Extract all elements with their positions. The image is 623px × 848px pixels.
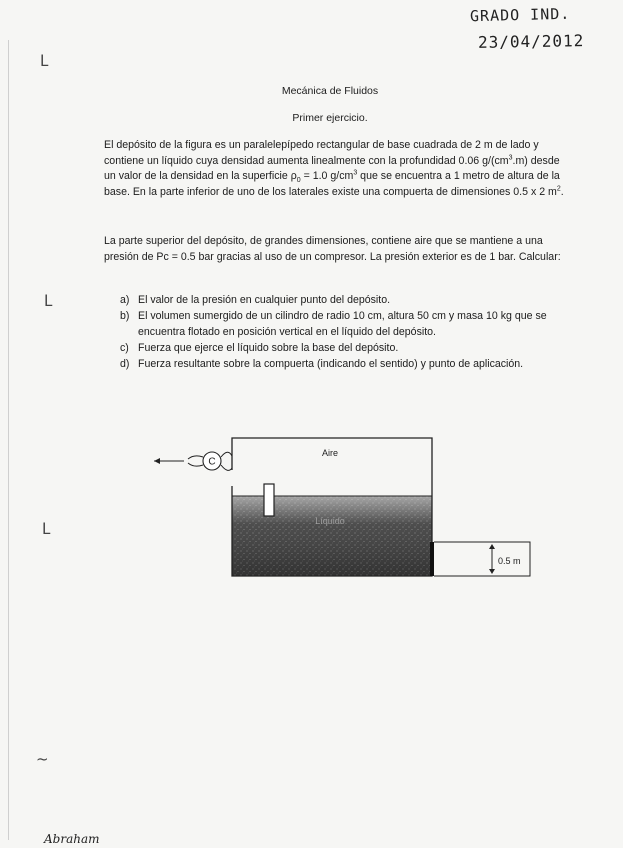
compressor-inlet-pipe [221,452,232,457]
compressor-outlet-pipe [188,463,203,466]
task-list [120,292,560,372]
task-item: b) El volumen sumergido de un cilindro de radio 10 cm, altura 50 cm y masa 10 kg que se encuentra flotado en posición vertical en el líquido del depósito. [120,310,547,338]
hole-punch-mark: ~ [36,750,49,768]
task-item: d) Fuerza resultante sobre la compuerta (indicando el sentido) y punto de aplicación. [120,358,524,370]
task-item: a) El valor de la presión en cualquier punto del depósito. [120,294,391,306]
exercise-title: Primer ejercicio. [292,112,368,124]
gate-dimension-arrowhead-bottom [489,569,495,574]
task-item: c) Fuerza que ejerce el líquido sobre la base del depósito. [120,342,399,354]
handwritten-date-note: 23/04/2012 [477,31,585,52]
air-label: Aire [321,448,339,458]
page-left-edge [8,40,9,840]
course-title: Mecánica de Fluidos [281,85,379,97]
floating-cylinder [264,484,274,516]
gate-height-label: 0.5 m [498,556,521,566]
liquid-gradient-overlay [232,496,432,576]
problem-paragraph-2: La parte superior del depósito, de grandes dimensiones, contiene aire que se mantiene a una presión de Pc = 0.5 bar gracias al uso de un compresor. La presión exterior es de 1 bar. Calcular: [104,235,561,263]
compressor-inlet-pipe [221,465,232,470]
hole-punch-mark: ᒪ [44,292,53,310]
hole-punch-mark: ᒪ [42,520,51,538]
gate [430,542,434,576]
handwritten-grade-note: GRADO IND. [469,4,571,26]
liquid-label: Líquido [315,516,345,526]
problem-paragraph-1: El depósito de la figura es un paralelepípedo rectangular de base cuadrada de 2 m de lado y contiene un líquido cuya densidad aumenta linealmente con la profundidad 0.06 $g/(cm^3.m)$ desde un valor de la densidad en la superficie $\rho_0 = 1.0$ $g/cm^3$ que se encuentra a 1 metro de altura de la base. En la parte inferior de uno de los laterales existe una compuerta de dimensiones 0.5 x 2 $m^2$. [104,139,564,198]
compressor-label: C [208,456,216,468]
tank-diagram [150,430,550,590]
compressor-outlet-pipe [188,456,203,459]
hole-punch-mark: ᒪ [40,52,49,70]
exhaust-arrowhead [154,458,160,464]
handwritten-student-name: Abraham [44,832,100,846]
gate-dimension-arrowhead-top [489,544,495,549]
